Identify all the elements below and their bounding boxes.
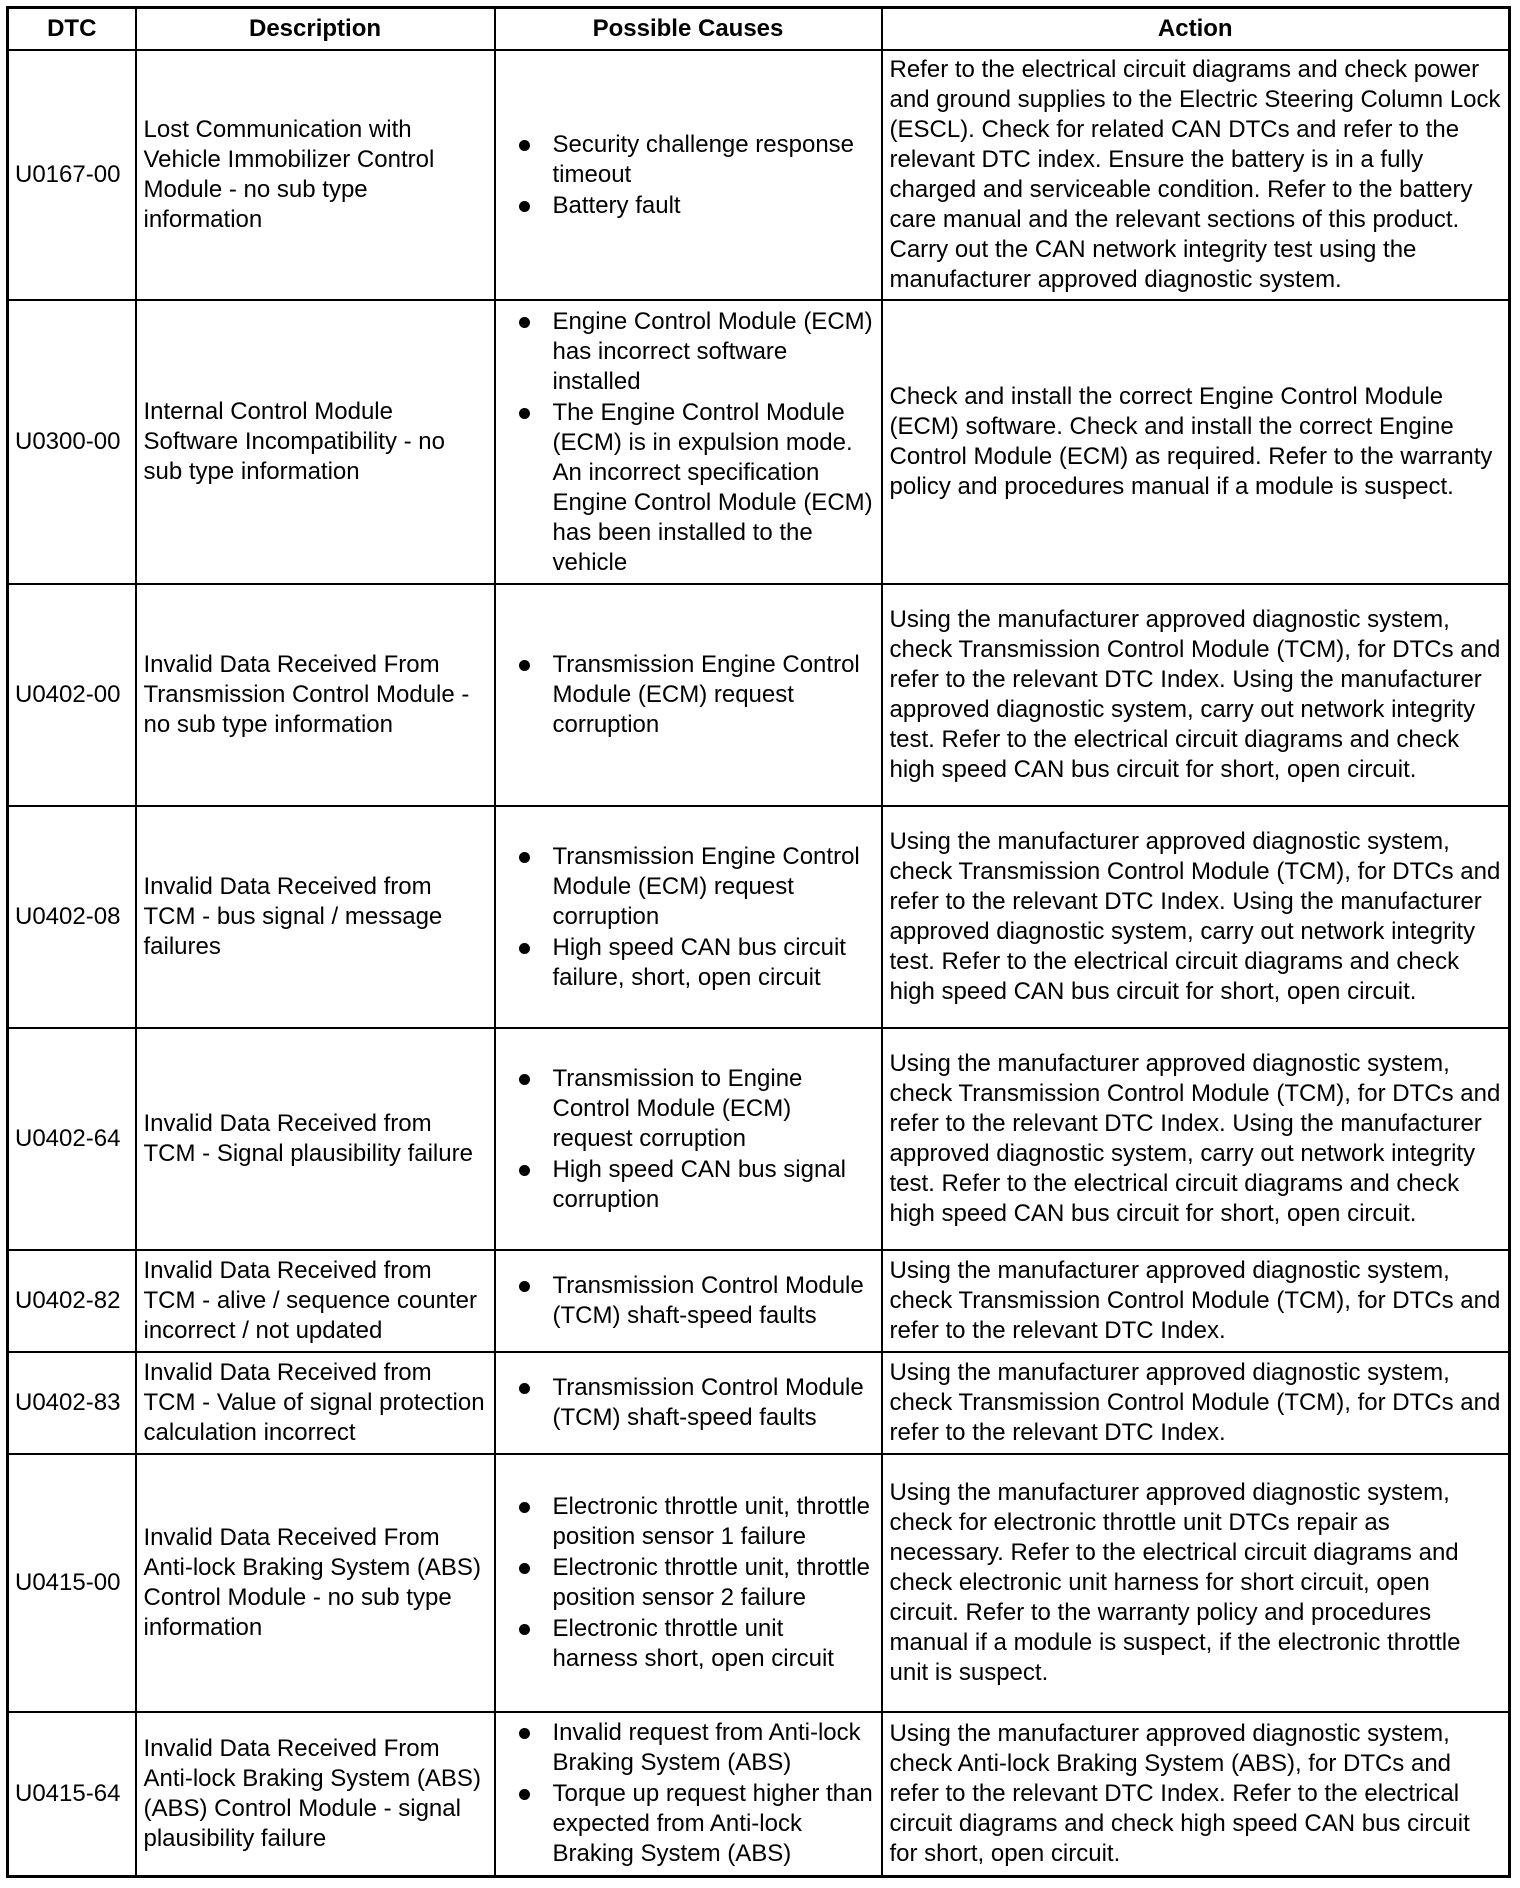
dtc-action: Check and install the correct Engine Control Module (ECM) software. Check and install the correct Engine Control Module (ECM) as required. Refer to the warranty policy and procedures manual if a module is suspect. bbox=[882, 300, 1510, 584]
bullet-icon bbox=[519, 1728, 530, 1739]
table-row bbox=[8, 300, 1510, 584]
possible-causes bbox=[495, 1352, 882, 1454]
cause-item: Transmission to Engine Control Module (ECM) request corruption bbox=[503, 1064, 874, 1154]
header-dtc: DTC bbox=[8, 8, 136, 51]
cause-item: High speed CAN bus signal corruption bbox=[503, 1155, 874, 1215]
bullet-icon bbox=[519, 943, 530, 954]
cause-item: Torque up request higher than expected from Anti-lock Braking System (ABS) bbox=[503, 1779, 874, 1869]
bullet-icon bbox=[519, 408, 530, 419]
bullet-icon bbox=[519, 1624, 530, 1635]
possible-causes bbox=[495, 1028, 882, 1250]
dtc-description: Invalid Data Received From Anti-lock Braking System (ABS) Control Module - no sub type information bbox=[136, 1454, 495, 1712]
dtc-action: Using the manufacturer approved diagnostic system, check Anti-lock Braking System (ABS), for DTCs and refer to the relevant DTC Index. Refer to the electrical circuit diagrams and check high speed CAN bus circuit for short, open circuit. bbox=[882, 1712, 1510, 1876]
dtc-action: Using the manufacturer approved diagnostic system, check Transmission Control Module (TCM), for DTCs and refer to the relevant DTC Index. bbox=[882, 1250, 1510, 1352]
cause-item: Transmission Control Module (TCM) shaft-speed faults bbox=[503, 1373, 874, 1433]
cause-item: Engine Control Module (ECM) has incorrect software installed bbox=[503, 307, 874, 397]
dtc-code: U0415-64 bbox=[8, 1712, 136, 1876]
dtc-description: Invalid Data Received from TCM - Signal plausibility failure bbox=[136, 1028, 495, 1250]
cause-item: Invalid request from Anti-lock Braking System (ABS) bbox=[503, 1718, 874, 1778]
cause-item: Electronic throttle unit, throttle position sensor 2 failure bbox=[503, 1553, 874, 1613]
dtc-description: Lost Communication with Vehicle Immobilizer Control Module - no sub type information bbox=[136, 50, 495, 300]
header-description: Description bbox=[136, 8, 495, 51]
cause-item: Battery fault bbox=[503, 191, 874, 221]
possible-causes bbox=[495, 1454, 882, 1712]
table-row bbox=[8, 1028, 1510, 1250]
table-row bbox=[8, 1712, 1510, 1876]
cause-item: Electronic throttle unit harness short, open circuit bbox=[503, 1614, 874, 1674]
cause-item: Security challenge response timeout bbox=[503, 130, 874, 190]
bullet-icon bbox=[519, 1563, 530, 1574]
table-row bbox=[8, 806, 1510, 1028]
dtc-code: U0415-00 bbox=[8, 1454, 136, 1712]
dtc-description: Invalid Data Received From Transmission Control Module - no sub type information bbox=[136, 584, 495, 806]
dtc-code: U0402-08 bbox=[8, 806, 136, 1028]
dtc-description: Invalid Data Received from TCM - Value of signal protection calculation incorrect bbox=[136, 1352, 495, 1454]
dtc-action: Using the manufacturer approved diagnostic system, check for electronic throttle unit DTCs repair as necessary. Refer to the electrical circuit diagrams and check electronic unit harness for short circuit, open circuit. Refer to the warranty policy and procedures manual if a module is suspect, if the electronic throttle unit is suspect. bbox=[882, 1454, 1510, 1712]
dtc-action: Using the manufacturer approved diagnostic system, check Transmission Control Module (TCM), for DTCs and refer to the relevant DTC Index. Using the manufacturer approved diagnostic system, carry out network integrity test. Refer to the electrical circuit diagrams and check high speed CAN bus circuit for short, open circuit. bbox=[882, 584, 1510, 806]
bullet-icon bbox=[519, 660, 530, 671]
table-row bbox=[8, 1352, 1510, 1454]
dtc-description: Invalid Data Received from TCM - bus signal / message failures bbox=[136, 806, 495, 1028]
dtc-description: Invalid Data Received from TCM - alive / sequence counter incorrect / not updated bbox=[136, 1250, 495, 1352]
dtc-code: U0402-82 bbox=[8, 1250, 136, 1352]
header-action: Action bbox=[882, 8, 1510, 51]
cause-item: High speed CAN bus circuit failure, short, open circuit bbox=[503, 933, 874, 993]
dtc-action: Using the manufacturer approved diagnostic system, check Transmission Control Module (TCM), for DTCs and refer to the relevant DTC Index. Using the manufacturer approved diagnostic system, carry out network integrity test. Refer to the electrical circuit diagrams and check high speed CAN bus circuit for short, open circuit. bbox=[882, 806, 1510, 1028]
possible-causes bbox=[495, 300, 882, 584]
cause-item: Transmission Control Module (TCM) shaft-speed faults bbox=[503, 1271, 874, 1331]
table-row bbox=[8, 1250, 1510, 1352]
table-row bbox=[8, 50, 1510, 300]
dtc-action: Using the manufacturer approved diagnostic system, check Transmission Control Module (TCM), for DTCs and refer to the relevant DTC Index. Using the manufacturer approved diagnostic system, carry out network integrity test. Refer to the electrical circuit diagrams and check high speed CAN bus circuit for short, open circuit. bbox=[882, 1028, 1510, 1250]
bullet-icon bbox=[519, 1502, 530, 1513]
dtc-action: Using the manufacturer approved diagnostic system, check Transmission Control Module (TCM), for DTCs and refer to the relevant DTC Index. bbox=[882, 1352, 1510, 1454]
table-header-row bbox=[8, 8, 1510, 51]
table-body bbox=[8, 50, 1510, 1876]
cause-item: Transmission Engine Control Module (ECM) request corruption bbox=[503, 650, 874, 740]
dtc-table bbox=[6, 6, 1511, 1878]
bullet-icon bbox=[519, 201, 530, 212]
bullet-icon bbox=[519, 1281, 530, 1292]
bullet-icon bbox=[519, 1165, 530, 1176]
possible-causes bbox=[495, 806, 882, 1028]
possible-causes bbox=[495, 584, 882, 806]
dtc-action: Refer to the electrical circuit diagrams and check power and ground supplies to the Electric Steering Column Lock (ESCL). Check for related CAN DTCs and refer to the relevant DTC index. Ensure the battery is in a fully charged and serviceable condition. Refer to the battery care manual and the relevant sections of this product. Carry out the CAN network integrity test using the manufacturer approved diagnostic system. bbox=[882, 50, 1510, 300]
dtc-code: U0402-64 bbox=[8, 1028, 136, 1250]
table-row bbox=[8, 1454, 1510, 1712]
bullet-icon bbox=[519, 1383, 530, 1394]
dtc-description: Internal Control Module Software Incompatibility - no sub type information bbox=[136, 300, 495, 584]
dtc-code: U0402-83 bbox=[8, 1352, 136, 1454]
cause-item: Transmission Engine Control Module (ECM) request corruption bbox=[503, 842, 874, 932]
bullet-icon bbox=[519, 1789, 530, 1800]
cause-item: Electronic throttle unit, throttle position sensor 1 failure bbox=[503, 1492, 874, 1552]
bullet-icon bbox=[519, 1074, 530, 1085]
dtc-description: Invalid Data Received From Anti-lock Braking System (ABS) (ABS) Control Module - signal plausibility failure bbox=[136, 1712, 495, 1876]
possible-causes bbox=[495, 1712, 882, 1876]
dtc-code: U0167-00 bbox=[8, 50, 136, 300]
bullet-icon bbox=[519, 317, 530, 328]
header-possible-causes: Possible Causes bbox=[495, 8, 882, 51]
bullet-icon bbox=[519, 852, 530, 863]
cause-item: The Engine Control Module (ECM) is in expulsion mode. An incorrect specification Engine Control Module (ECM) has been installed to the vehicle bbox=[503, 398, 874, 578]
possible-causes bbox=[495, 50, 882, 300]
table-row bbox=[8, 584, 1510, 806]
bullet-icon bbox=[519, 140, 530, 151]
possible-causes bbox=[495, 1250, 882, 1352]
dtc-code: U0402-00 bbox=[8, 584, 136, 806]
dtc-code: U0300-00 bbox=[8, 300, 136, 584]
